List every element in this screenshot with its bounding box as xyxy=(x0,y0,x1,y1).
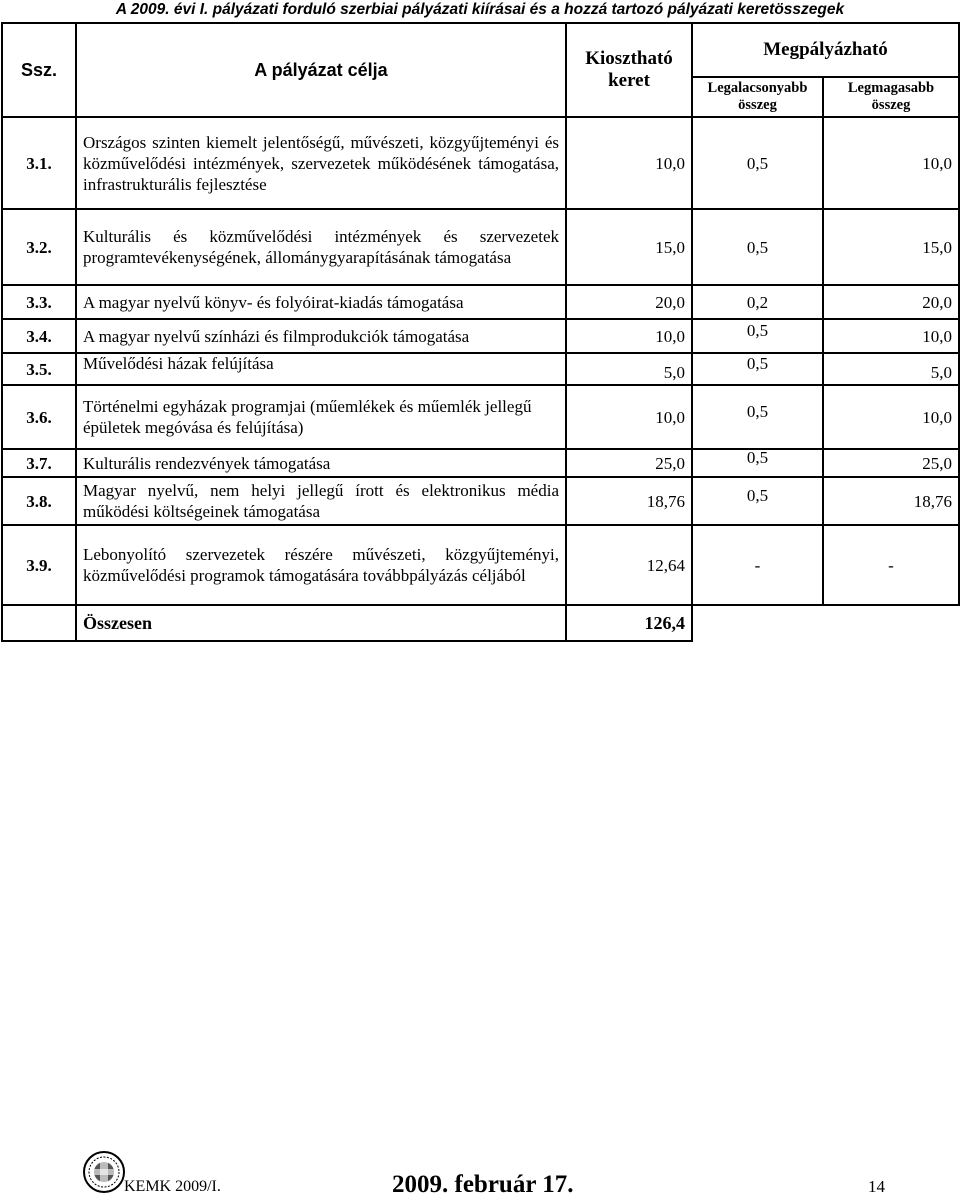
table-row xyxy=(2,385,959,449)
row-min: 0,5 xyxy=(692,117,823,209)
row-budget: 12,64 xyxy=(566,525,692,605)
row-min: 0,5 xyxy=(692,209,823,285)
row-number: 3.2. xyxy=(2,209,76,285)
table-row xyxy=(2,117,959,209)
column-header-requestable: Megpályázható xyxy=(692,23,959,77)
row-max: 25,0 xyxy=(823,449,959,477)
row-budget: 25,0 xyxy=(566,449,692,477)
row-purpose: A magyar nyelvű színházi és filmprodukciók támogatása xyxy=(76,319,566,353)
column-header-min xyxy=(692,77,823,117)
row-min-value: 0,5 xyxy=(746,320,769,340)
table-row xyxy=(2,449,959,477)
total-blank xyxy=(692,605,823,641)
row-number: 3.9. xyxy=(2,525,76,605)
row-number: 3.5. xyxy=(2,353,76,385)
row-budget: 10,0 xyxy=(566,117,692,209)
row-number: 3.8. xyxy=(2,477,76,525)
column-header-max xyxy=(823,77,959,117)
column-header-budget-line2: keret xyxy=(608,70,650,91)
row-number: 3.7. xyxy=(2,449,76,477)
table-row xyxy=(2,209,959,285)
column-header-max-line1: Legmagasabb xyxy=(847,80,935,96)
row-max: - xyxy=(823,525,959,605)
table-row xyxy=(2,319,959,353)
table-row xyxy=(2,525,959,605)
column-header-min-line1: Legalacsonyabb xyxy=(707,80,808,96)
row-purpose: Történelmi egyházak programjai (műemlékek és műemlék jellegű épületek megóvása és felújítása) xyxy=(76,385,566,449)
row-number: 3.4. xyxy=(2,319,76,353)
table-row xyxy=(2,285,959,319)
row-purpose: Magyar nyelvű, nem helyi jellegű írott és elektronikus média működési költségeinek támogatása xyxy=(76,477,566,525)
row-budget: 20,0 xyxy=(566,285,692,319)
total-value: 126,4 xyxy=(566,605,692,641)
footer-date: 2009. február 17. xyxy=(392,1171,574,1198)
row-max: 15,0 xyxy=(823,209,959,285)
row-min xyxy=(692,353,823,385)
row-purpose: Kulturális és közművelődési intézmények és szervezetek programtevékenységének, állománygyarapításának támogatása xyxy=(76,209,566,285)
row-purpose-text: Művelődési házak felújítása xyxy=(83,353,274,373)
row-budget-value: 5,0 xyxy=(663,362,685,382)
row-number: 3.1. xyxy=(2,117,76,209)
row-min: 0,2 xyxy=(692,285,823,319)
row-max: 10,0 xyxy=(823,385,959,449)
table-row xyxy=(2,353,959,385)
page-header-title: A 2009. évi I. pályázati forduló szerbiai pályázati kiírásai és a hozzá tartozó pályázati keretösszegek xyxy=(115,1,845,18)
column-header-budget xyxy=(566,23,692,117)
header-row xyxy=(2,23,959,77)
row-max: 10,0 xyxy=(823,117,959,209)
row-min-value: 0,5 xyxy=(746,449,769,467)
row-purpose: Kulturális rendezvények támogatása xyxy=(76,449,566,477)
row-min xyxy=(692,477,823,525)
row-budget xyxy=(566,353,692,385)
row-purpose: A magyar nyelvű könyv- és folyóirat-kiadás támogatása xyxy=(76,285,566,319)
column-header-purpose: A pályázat célja xyxy=(76,23,566,117)
footer-code: KEMK 2009/I. xyxy=(124,1178,221,1195)
column-header-budget-line1: Kiosztható xyxy=(585,48,673,69)
row-max xyxy=(823,353,959,385)
row-budget: 10,0 xyxy=(566,319,692,353)
total-row xyxy=(2,605,959,641)
row-min-value: 0,5 xyxy=(746,353,769,373)
row-min-value: 0,5 xyxy=(746,401,769,421)
seal-logo-icon xyxy=(82,1150,126,1194)
row-max: 18,76 xyxy=(823,477,959,525)
row-budget: 10,0 xyxy=(566,385,692,449)
row-min xyxy=(692,449,823,477)
total-label: Összesen xyxy=(76,605,566,641)
column-header-min-line2: összeg xyxy=(738,97,777,113)
row-max: 20,0 xyxy=(823,285,959,319)
row-purpose xyxy=(76,353,566,385)
row-purpose: Országos szinten kiemelt jelentőségű, művészeti, közgyűjteményi és közművelődési intézmények, szervezetek működésének támogatása, infrastrukturális fejlesztése xyxy=(76,117,566,209)
row-budget: 18,76 xyxy=(566,477,692,525)
row-purpose: Lebonyolító szervezetek részére művészeti, közgyűjteményi, közművelődési programok támogatására továbbpályázás céljából xyxy=(76,525,566,605)
row-min xyxy=(692,319,823,353)
row-min-value: 0,5 xyxy=(746,485,769,505)
table-row xyxy=(2,477,959,525)
page-number: 14 xyxy=(868,1177,885,1196)
row-number: 3.6. xyxy=(2,385,76,449)
total-empty-cell xyxy=(2,605,76,641)
row-max-value: 5,0 xyxy=(930,362,953,382)
row-min: - xyxy=(692,525,823,605)
row-number: 3.3. xyxy=(2,285,76,319)
column-header-num: Ssz. xyxy=(2,23,76,117)
column-header-max-line2: összeg xyxy=(871,97,911,113)
row-max: 10,0 xyxy=(823,319,959,353)
row-budget: 15,0 xyxy=(566,209,692,285)
row-min xyxy=(692,385,823,449)
grant-table xyxy=(1,22,960,642)
total-blank xyxy=(823,605,959,641)
